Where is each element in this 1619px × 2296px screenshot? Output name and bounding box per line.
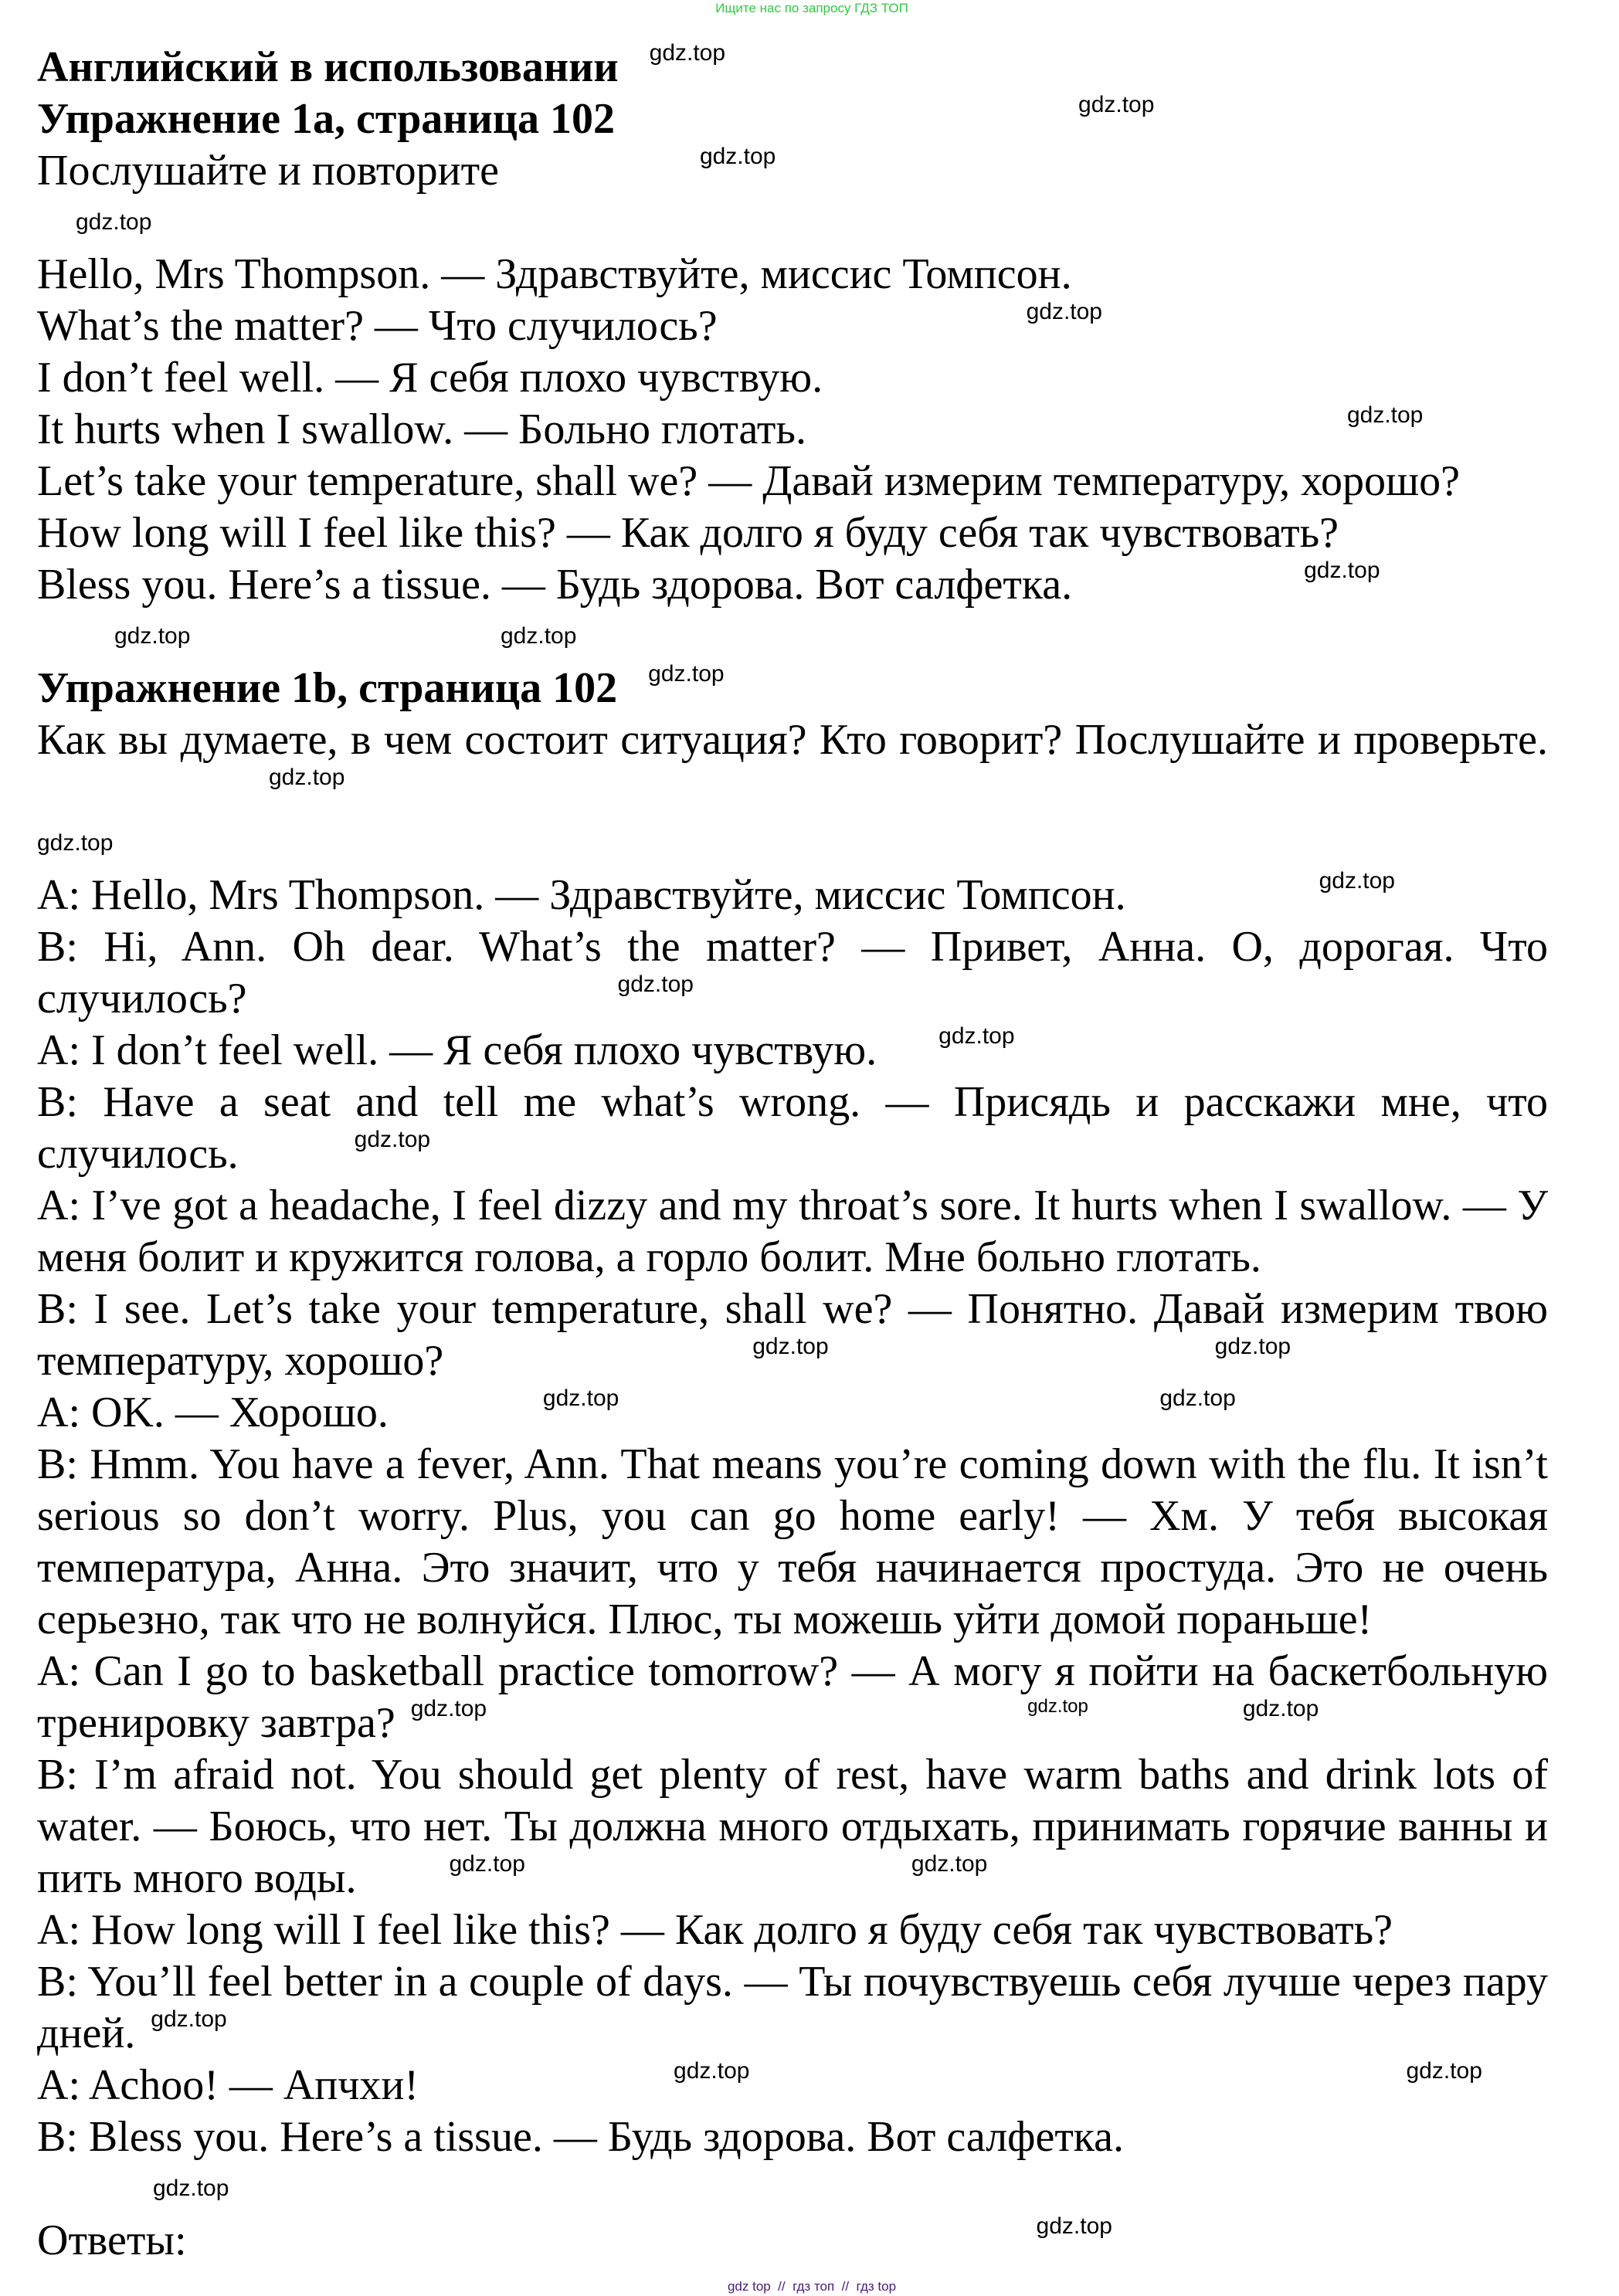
watermark: gdz.top (410, 1696, 487, 1721)
watermark: gdz.top (1027, 1696, 1088, 1717)
watermark: gdz.top (1406, 2058, 1482, 2084)
watermark: gdz.top (617, 972, 694, 997)
watermark: gdz.top (501, 623, 577, 649)
watermark: gdz.top (1319, 868, 1395, 894)
footer-text: gdz top // гдз топ // гдз top (727, 2279, 897, 2294)
dialogue-line-wrap (37, 1956, 1548, 2060)
exercise-1a-line: Let’s take your temperature, shall we? — Давай измерим температуру, хорошо? (37, 457, 1461, 505)
exercise-1a-task-line (37, 145, 1548, 197)
exercise-1a-line: What’s the matter? — Что случилось? (37, 302, 718, 350)
watermark: gdz.top (1078, 92, 1155, 117)
exercise-1b-task-line (37, 714, 1548, 818)
exercise-1a-line: I don’t feel well. — Я себя плохо чувствую. (37, 354, 823, 402)
exercise-1b-heading-line (37, 663, 1548, 714)
watermark: gdz.top (37, 830, 114, 856)
watermark: gdz.top (449, 1851, 525, 1877)
dialogue-line: B: I see. Let’s take your temperature, shall we? — Понятно. Давай измерим твою температуру, хорошо? (37, 1285, 1548, 1385)
exercise-1a-heading: Упражнение 1a, страница 102 (37, 95, 616, 143)
dialogue-line: B: I’m afraid not. You should get plenty of rest, have warm baths and drink lots of water. — Боюсь, что нет. Ты должна много отдыхать, принимать горячие ванны и пить много воды. (37, 1751, 1548, 1902)
spacer (37, 611, 1548, 663)
exercise-1a-line-wrap (37, 404, 1548, 456)
dialogue-line: B: You’ll feel better in a couple of days. — Ты почувствуешь себя лучше через пару дней. (37, 1958, 1548, 2057)
dialogue-line: B: Have a seat and tell me what’s wrong. — Присядь и расскажи мне, что случилось. (37, 1078, 1548, 1178)
exercise-1b-heading: Упражнение 1b, страница 102 (37, 664, 618, 712)
dialogue-line: A: I’ve got a headache, I feel dizzy and my throat’s sore. It hurts when I swallow. — У меня болит и кружится голова, а горло болит. Мне больно глотать. (37, 1182, 1548, 1281)
dialogue-line: A: Achoo! — Апчхи! (37, 2061, 419, 2109)
document-title-line (37, 42, 1548, 93)
dialogue-line-wrap (37, 921, 1548, 1025)
watermark: gdz.top (1214, 1334, 1291, 1359)
watermark: gdz.top (649, 40, 726, 66)
answers-line (37, 2215, 1548, 2267)
document-title: Английский в использовании (37, 43, 619, 91)
watermark: gdz.top (542, 1385, 619, 1411)
dialogue-line: B: Bless you. Here’s a tissue. — Будь здорова. Вот салфетка. (37, 2113, 1124, 2161)
watermark: gdz.top (269, 765, 345, 790)
watermark: gdz.top (699, 144, 776, 169)
watermark: gdz.top (1026, 299, 1102, 324)
spacer (37, 2163, 1548, 2215)
dialogue-line: B: Hi, Ann. Oh dear. What’s the matter? — Привет, Анна. О, дорогая. Что случилось? (37, 923, 1548, 1023)
dialogue-line-wrap (37, 1284, 1548, 1387)
exercise-1a-task: Послушайте и повторите (37, 147, 499, 195)
watermark: gdz.top (1242, 1696, 1319, 1721)
watermark: gdz.top (674, 2058, 750, 2084)
exercise-1a-line-wrap (37, 300, 1548, 352)
document-body (37, 42, 1548, 2267)
exercise-1a-heading-line (37, 93, 1548, 145)
dialogue-line-wrap (37, 870, 1548, 921)
exercise-1a-line: It hurts when I swallow. — Больно глотать. (37, 405, 806, 453)
dialogue-line: B: Hmm. You have a fever, Ann. That means you’re coming down with the flu. It isn’t serious so don’t worry. Plus, you can go home early! — Хм. У тебя высокая температура, Анна. Это значит, что у тебя начинается простуда. Это не очень серьезно, так что не волнуйся. Плюс, ты можешь уйти домой пораньше! (37, 1440, 1548, 1643)
dialogue-line-wrap (37, 1646, 1548, 1749)
exercise-1a-line: Hello, Mrs Thompson. — Здравствуйте, миссис Томпсон. (37, 250, 1072, 298)
top-banner: Ищите нас по запросу ГДЗ ТОП (715, 1, 908, 15)
dialogue-line: A: Hello, Mrs Thompson. — Здравствуйте, миссис Томпсон. (37, 871, 1126, 919)
exercise-1b-task: Как вы думаете, в чем состоит ситуация? Кто говорит? Послушайте и проверьте. (37, 716, 1548, 764)
watermark: gdz.top (1036, 2213, 1112, 2239)
watermark: gdz.top (1159, 1385, 1236, 1411)
watermark: gdz.top (752, 1334, 829, 1359)
dialogue-line-wrap (37, 1387, 1548, 1439)
watermark: gdz.top (1346, 402, 1424, 428)
exercise-1a-line-wrap (37, 559, 1548, 611)
dialogue-line-wrap (37, 1749, 1548, 1904)
dialogue-line-wrap (37, 1077, 1548, 1180)
dialogue-line: A: Can I go to basketball practice tomorrow? — А могу я пойти на баскетбольную тренировку завтра? (37, 1647, 1548, 1747)
dialogue-line-wrap (37, 2060, 1548, 2111)
watermark: gdz.top (114, 623, 191, 649)
watermark: gdz.top (1304, 558, 1380, 583)
dialogue-line: A: How long will I feel like this? — Как долго я буду себя так чувствовать? (37, 1906, 1393, 1954)
exercise-1a-line: Bless you. Here’s a tissue. — Будь здорова. Вот салфетка. (37, 561, 1073, 609)
dialogue-line: A: OK. — Хорошо. (37, 1389, 389, 1436)
spacer (37, 818, 1548, 870)
watermark: gdz.top (911, 1851, 988, 1877)
answers-label: Ответы: (37, 2216, 187, 2264)
watermark: gdz.top (151, 2006, 227, 2032)
watermark: gdz.top (354, 1127, 431, 1152)
watermark: gdz.top (153, 2176, 229, 2201)
watermark: gdz.top (76, 209, 152, 235)
watermark: gdz.top (938, 1023, 1015, 1049)
dialogue-line-wrap (37, 1025, 1548, 1077)
dialogue-line: A: I don’t feel well. — Я себя плохо чувствую. (37, 1026, 877, 1074)
exercise-1a-line: How long will I feel like this? — Как долго я буду себя так чувствовать? (37, 509, 1339, 557)
watermark: gdz.top (648, 661, 725, 687)
spacer (37, 197, 1548, 249)
